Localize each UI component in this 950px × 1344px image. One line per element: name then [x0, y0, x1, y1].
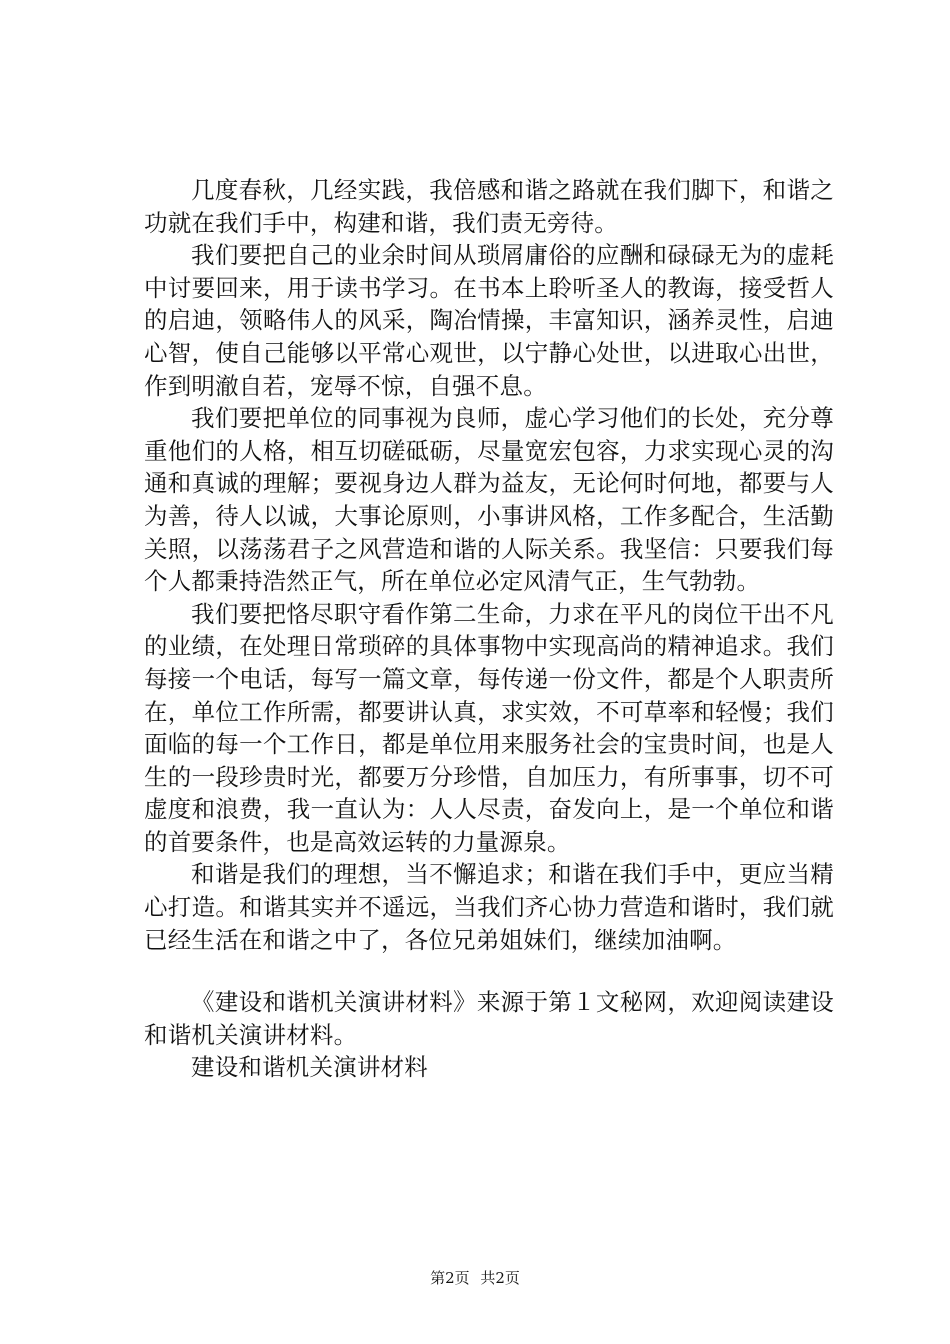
body-paragraph-3: 我们要把单位的同事视为良师，虚心学习他们的长处，充分尊重他们的人格，相互切磋砥砺，尽量宽宏包容，力求实现心灵的沟通和真诚的理解；要视身边人群为益友，无论何时何地，都要与人为善，待人以诚，大事论原则，小事讲风格，工作多配合，生活勤关照，以荡荡君子之风营造和谐的人际关系。我坚信：只要我们每个人都秉持浩然正气，所在单位必定风清气正，生气勃勃。	[144, 404, 834, 596]
page-footer	[0, 1268, 950, 1288]
source-note: 《建设和谐机关演讲材料》来源于第１文秘网，欢迎阅读建设和谐机关演讲材料。	[144, 988, 834, 1049]
paragraph-gap	[144, 956, 834, 986]
body-paragraph-4: 我们要把恪尽职守看作第二生命，力求在平凡的岗位干出不凡的业绩，在处理日常琐碎的具体事物中实现高尚的精神追求。我们每接一个电话，每写一篇文章，每传递一份文件，都是个人职责所在，单位工作所需，都要讲认真，求实效，不可草率和轻慢；我们面临的每一个工作日，都是单位用来服务社会的宝贵时间，也是人生的一段珍贵时光，都要万分珍惜，自加压力，有所事事，切不可虚度和浪费，我一直认为：人人尽责，奋发向上，是一个单位和谐的首要条件，也是高效运转的力量源泉。	[144, 599, 834, 856]
closing-title: 建设和谐机关演讲材料	[191, 1053, 428, 1082]
body-paragraph-2: 我们要把自己的业余时间从琐屑庸俗的应酬和碌碌无为的虚耗中讨要回来，用于读书学习。在书本上聆听圣人的教诲，接受哲人的启迪，领略伟人的风采，陶冶情操，丰富知识，涵养灵性，启迪心智，使自己能够以平常心观世，以宁静心处世，以进取心出世，作到明澈自若，宠辱不惊，自强不息。	[144, 241, 834, 400]
body-paragraph-1: 几度春秋，几经实践，我倍感和谐之路就在我们脚下，和谐之功就在我们手中，构建和谐，我们责无旁待。	[144, 176, 834, 237]
body-paragraph-5: 和谐是我们的理想，当不懈追求；和谐在我们手中，更应当精心打造。和谐其实并不遥远，当我们齐心协力营造和谐时，我们就已经生活在和谐之中了，各位兄弟姐妹们，继续加油啊。	[144, 860, 834, 954]
page-total: 共2页	[480, 1269, 520, 1287]
page-number: 第2页	[430, 1269, 470, 1287]
document-body	[144, 174, 834, 1084]
